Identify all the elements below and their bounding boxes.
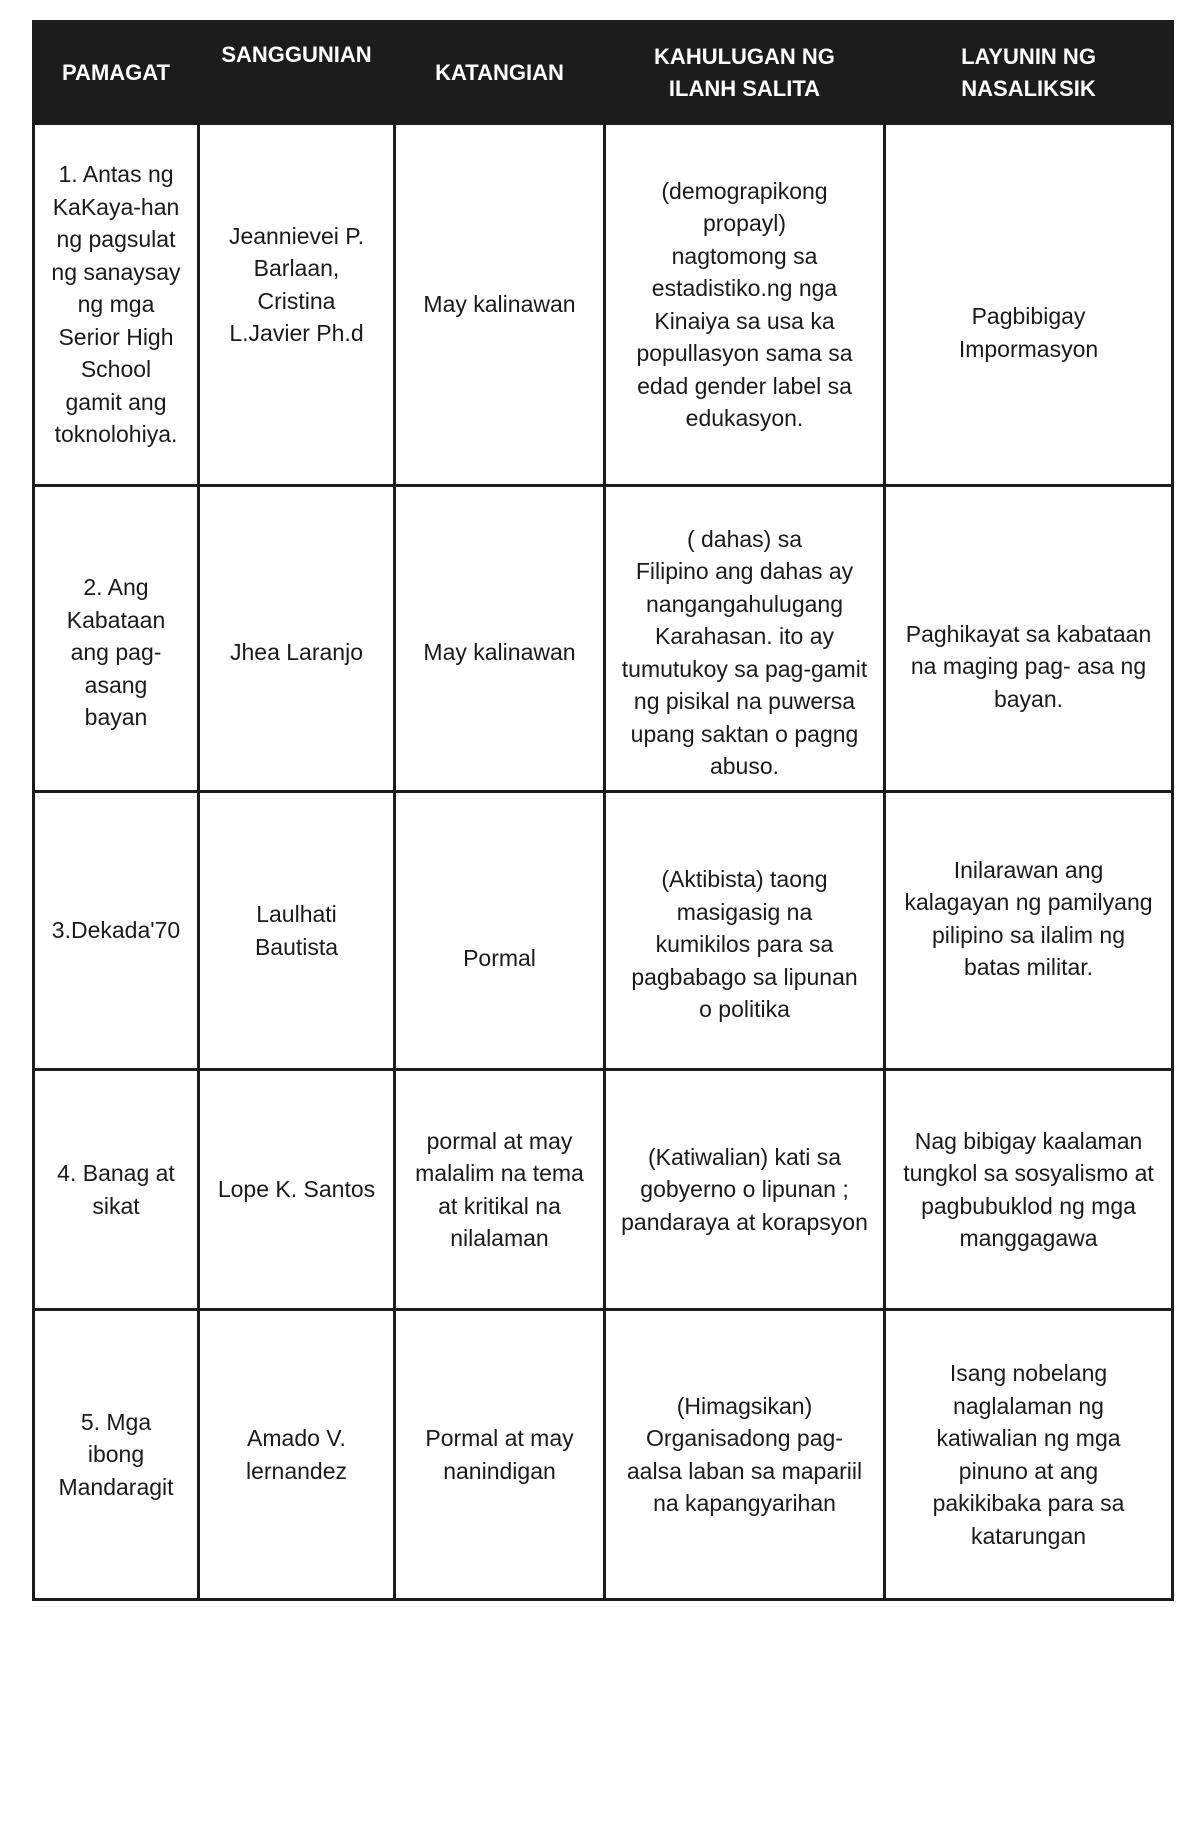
cell-sanggunian: Jhea Laranjo [199, 486, 395, 792]
cell-sanggunian: Amado V. lernandez [199, 1310, 395, 1600]
cell-sanggunian: Jeannievei P. Barlaan, Cristina L.Javier Ph.d [199, 124, 395, 486]
cell-pamagat: 3.Dekada'70 [34, 792, 199, 1070]
document-sheet [32, 20, 1171, 1601]
cell-layunin: Paghikayat sa kabataan na maging pag- asa ng bayan. [885, 486, 1173, 792]
cell-kahulugan: (demograpikong propayl) nagtomong sa estadistiko.ng nga Kinaiya sa usa ka popullasyon sama sa edad gender label sa edukasyon. [605, 124, 885, 486]
table-row [34, 1070, 1173, 1310]
header-layunin: LAYUNIN NG NASALIKSIK [885, 22, 1173, 124]
cell-pamagat: 4. Banag at sikat [34, 1070, 199, 1310]
header-row [34, 22, 1173, 124]
cell-katangian: pormal at may malalim na tema at kritikal na nilalaman [395, 1070, 605, 1310]
table-row [34, 1310, 1173, 1600]
cell-pamagat: 2. Ang Kabataan ang pag- asang bayan [34, 486, 199, 792]
cell-katangian: Pormal at may nanindigan [395, 1310, 605, 1600]
table-header [34, 22, 1173, 124]
cell-kahulugan: (Katiwalian) kati sa gobyerno o lipunan ; pandaraya at korapsyon [605, 1070, 885, 1310]
cell-kahulugan: (Aktibista) taong masigasig na kumikilos para sa pagbabago sa lipunan o politika [605, 792, 885, 1070]
header-sanggunian: SANGGUNIAN [199, 22, 395, 124]
research-table [32, 20, 1174, 1601]
cell-pamagat: 1. Antas ng KaKaya-han ng pagsulat ng sanaysay ng mga Serior High School gamit ang toknolohiya. [34, 124, 199, 486]
header-katangian: KATANGIAN [395, 22, 605, 124]
cell-layunin: Pagbibigay Impormasyon [885, 124, 1173, 486]
cell-pamagat: 5. Mga ibong Mandaragit [34, 1310, 199, 1600]
header-kahulugan: KAHULUGAN NG ILANH SALITA [605, 22, 885, 124]
cell-kahulugan: ( dahas) sa Filipino ang dahas ay nangangahulugang Karahasan. ito ay tumutukoy sa pag-gamit ng pisikal na puwersa upang saktan o pagng abuso. [605, 486, 885, 792]
cell-katangian: Pormal [395, 792, 605, 1070]
table-row [34, 792, 1173, 1070]
cell-sanggunian: Lope K. Santos [199, 1070, 395, 1310]
cell-kahulugan: (Himagsikan) Organisadong pag- aalsa laban sa mapariil na kapangyarihan [605, 1310, 885, 1600]
cell-layunin: Isang nobelang naglalaman ng katiwalian ng mga pinuno at ang pakikibaka para sa katarungan [885, 1310, 1173, 1600]
table-row [34, 486, 1173, 792]
cell-katangian: May kalinawan [395, 124, 605, 486]
cell-sanggunian: Laulhati Bautista [199, 792, 395, 1070]
table-row [34, 124, 1173, 486]
table-body [34, 124, 1173, 1600]
header-pamagat: PAMAGAT [34, 22, 199, 124]
cell-layunin: Nag bibigay kaalaman tungkol sa sosyalismo at pagbubuklod ng mga manggagawa [885, 1070, 1173, 1310]
cell-layunin: Inilarawan ang kalagayan ng pamilyang pilipino sa ilalim ng batas militar. [885, 792, 1173, 1070]
cell-katangian: May kalinawan [395, 486, 605, 792]
